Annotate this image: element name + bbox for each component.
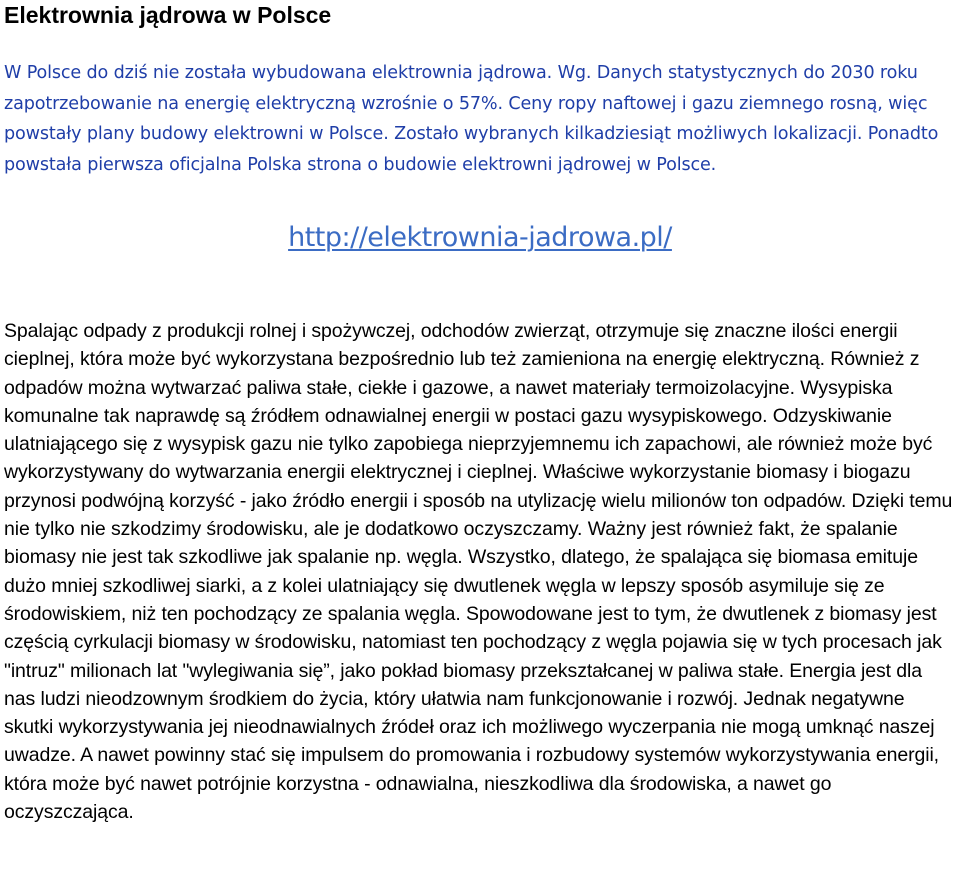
link-container xyxy=(4,218,956,262)
website-link[interactable]: http://elektrownia-jadrowa.pl/ xyxy=(288,222,672,253)
intro-paragraph: W Polsce do dziś nie została wybudowana elektrownia jądrowa. Wg. Danych statystycznych do 2030 roku zapotrzebowanie na energię elektryczną wzrośnie o 57%. Ceny ropy naftowej i gazu ziemnego rosną, więc powstały plany budowy elektrowni w Polsce. Zostało wybranych kilkadziesiąt możliwych lokalizacji. Ponadto powstała pierwsza oficjalna Polska strona o budowie elektrowni jądrowej w Polsce. xyxy=(4,63,939,175)
body-paragraph: Spalając odpady z produkcji rolnej i spożywczej, odchodów zwierząt, otrzymuje się znaczne ilości energii cieplnej, która może być wykorzystana bezpośrednio lub też zamieniona na energię elektryczną. Również z odpadów można wytwarzać paliwa stałe, ciekłe i gazowe, a nawet materiały termoizolacyjne. Wysypiska komunalne tak naprawdę są źródłem odnawialnej energii w postaci gazu wysypiskowego. Odzyskiwanie ulatniającego się z wysypisk gazu nie tylko zapobiega nieprzyjemnemu ich zapachowi, ale również może być wykorzystywany do wytwarzania energii elektrycznej i cieplnej. Właściwe wykorzystanie biomasy i biogazu przynosi podwójną korzyść - jako źródło energii i sposób na utylizację wielu milionów ton odpadów. Dzięki temu nie tylko nie szkodzimy środowisku, ale je dodatkowo oczyszczamy. Ważny jest również fakt, że spalanie biomasy nie jest tak szkodliwe jak spalanie np. węgla. Wszystko, dlatego, że spalająca się biomasa emituje dużo mniej szkodliwej siarki, a z kolei ulatniający się dwutlenek węgla w lepszy sposób asymiluje się ze środowiskiem, niż ten pochodzący ze spalania węgla. Spowodowane jest to tym, że dwutlenek z biomasy jest częścią cyrkulacji biomasy w środowisku, natomiast ten pochodzący z węgla pojawia się w tych procesach jak "intruz" milionach lat "wylegiwania się”, jako pokład biomasy przekształcanej w paliwa stałe. Energia jest dla nas ludzi nieodzownym środkiem do życia, który ułatwia nam funkcjonowanie i rozwój. Jednak negatywne skutki wykorzystywania jej nieodnawialnych źródeł oraz ich możliwego wyczerpania nie mogą umknąć naszej uwadze. A nawet powinny stać się impulsem do promowania i rozbudowy systemów wykorzystywania energii, która może być nawet potrójnie korzystna - odnawialna, nieszkodliwa dla środowiska, a nawet go oczyszczająca. xyxy=(4,320,953,824)
page-title: Elektrownia jądrowa w Polsce xyxy=(4,2,332,28)
document-page xyxy=(4,0,956,826)
